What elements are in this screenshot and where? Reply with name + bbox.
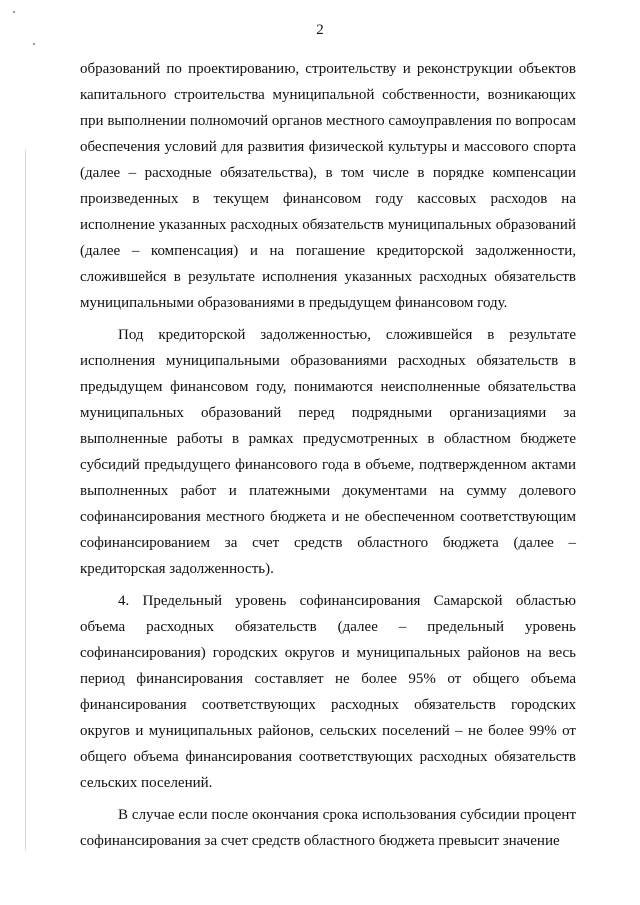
scan-speck xyxy=(33,43,35,45)
scan-edge-line xyxy=(25,150,26,850)
paragraph-item-4: 4. Предельный уровень софинансирования Самарской областью объема расходных обязательств (далее – предельный уровень софинансирования) городских округов и муниципальных районов на весь период финансирования составляет не более 95% от общего объема финансирования соответствующих расходных обязательств городских округов и муниципальных районов, сельских поселений – не более 99% от общего объема финансирования соответствующих расходных обязательств сельских поселений. xyxy=(80,593,576,791)
document-body xyxy=(80,56,576,860)
paragraph-creditor-debt: Под кредиторской задолженностью, сложившейся в результате исполнения муниципальными образованиями расходных обязательств в предыдущем финансовом году, понимаются неисполненные обязательства муниципальных образований перед подрядными организациями за выполненные работы в рамках предусмотренных в областном бюджете субсидий предыдущего финансового года в объеме, подтвержденном актами выполненных работ и платежными документами на сумму долевого софинансирования местного бюджета и не обеспеченном соответствующим софинансированием за счет средств областного бюджета (далее – кредиторская задолженность). xyxy=(80,327,576,577)
paragraph-cofinancing-excess: В случае если после окончания срока использования субсидии процент софинансирования за счет средств областного бюджета превысит значение xyxy=(80,807,576,849)
paragraph-continuation: образований по проектированию, строительству и реконструкции объектов капитального строительства муниципальной собственности, возникающих при выполнении полномочий органов местного самоуправления по вопросам обеспечения условий для развития физической культуры и массового спорта (далее – расходные обязательства), в том числе в порядке компенсации произведенных в текущем финансовом году кассовых расходов на исполнение указанных расходных обязательств муниципальных образований (далее – компенсация) и на погашение кредиторской задолженности, сложившейся в результате исполнения указанных расходных обязательств муниципальными образованиями в предыдущем финансовом году. xyxy=(80,61,576,311)
scan-speck xyxy=(13,11,15,13)
page-number: 2 xyxy=(316,22,324,38)
